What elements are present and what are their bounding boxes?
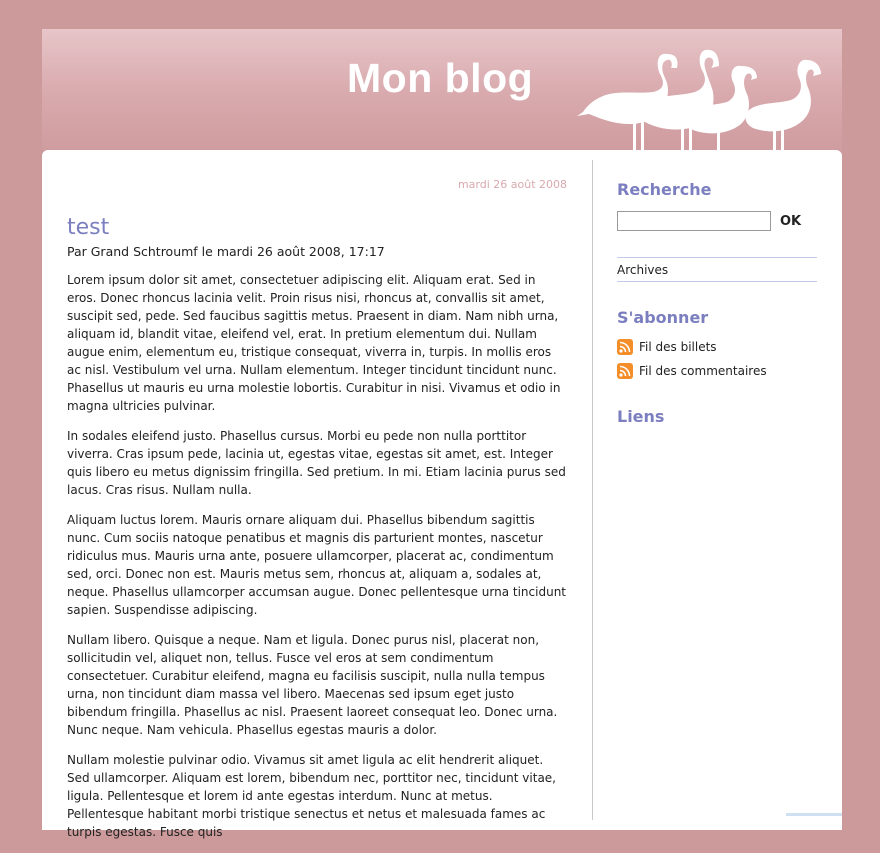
post-title[interactable]: test: [67, 215, 110, 240]
rss-feed-icon[interactable]: [617, 363, 633, 379]
post-paragraph: Lorem ipsum dolor sit amet, consectetuer adipiscing elit. Aliquam erat. Sed in eros. Donec rhoncus lacinia velit. Proin risus nisi, rhoncus at, convallis sit amet, suscipit sed, pede. Sed faucibus sagittis metus. Praesent in diam. Nam nibh urna, aliquam id, blandit vitae, eleifend vel, erat. In pretium elementum dui. Nullam augue enim, elementum eu, tristique consequat, viverra in, turpis. In mollis eros ac nisl. Vestibulum vel urna. Nullam elementum. Integer tincidunt tincidunt nunc. Phasellus ut mauris eu urna molestie lobortis. Curabitur in nisi. Vivamus et odio in magna ultricies pulvinar.: [67, 273, 561, 413]
feed-link-posts[interactable]: [617, 339, 817, 355]
post-paragraph: Nullam libero. Quisque a neque. Nam et ligula. Donec purus nisl, placerat non, sollicitudin vel, aliquet non, tellus. Fusce vel eros at sem condimentum consectetuer. Curabitur eleifend, magna eu facilisis suscipit, nulla nulla tempus urna, non tincidunt diam massa vel libero. Maecenas sed ipsum eget justo bibendum fringilla. Phasellus ac nisl. Praesent laoreet consequat leo. Donec urna. Nunc neque. Nam vehicula. Phasellus egestas mauris a dolor.: [67, 633, 558, 737]
post-meta: Par Grand Schtroumf le mardi 26 août 2008, 17:17: [67, 244, 385, 259]
page-container: [42, 150, 842, 839]
post-body: [67, 271, 567, 841]
blog-header: [42, 29, 842, 150]
post-paragraph: In sodales eleifend justo. Phasellus cursus. Morbi eu pede non nulla porttitor viverra. Cras ipsum pede, lacinia ut, egestas vitae, egestas sit amet, est. Integer quis libero eu metus dignissim fringilla. Sed pretium. In mi. Etiam lacinia purus sed lacus. Cras risus. Nullam nulla.: [67, 429, 566, 497]
rss-feed-icon[interactable]: [617, 339, 633, 355]
post-paragraph: Nullam molestie pulvinar odio. Vivamus sit amet ligula ac elit hendrerit aliquet. Sed ullamcorper. Aliquam est lorem, bibendum nec, porttitor nec, tincidunt vitae, ligula. Pellentesque et lorem id ante egestas interdum. Nunc at metus. Pellentesque habitant morbi tristique senectus et netus et malesuada fames ac turpis egestas. Fusce quis: [67, 753, 556, 839]
blog-title[interactable]: Mon blog: [347, 55, 534, 101]
archives-link[interactable]: Archives: [617, 257, 817, 282]
subscribe-heading: S'abonner: [617, 308, 709, 327]
feed-label[interactable]: Fil des commentaires: [639, 364, 767, 378]
feed-label[interactable]: Fil des billets: [639, 340, 717, 354]
post-paragraph: Aliquam luctus lorem. Mauris ornare aliquam dui. Phasellus bibendum sagittis nunc. Cum sociis natoque penatibus et magnis dis parturient montes, nascetur ridiculus mus. Mauris urna ante, posuere ullamcorper, placerat ac, condimentum sed, orci. Donec non est. Mauris metus sem, rhoncus at, aliquam a, sodales at, neque. Phasellus ullamcorper accumsan augue. Donec pellentesque urna tincidunt sapien. Suspendisse adipiscing.: [67, 513, 567, 617]
links-heading: Liens: [617, 407, 665, 426]
main-content: [67, 178, 567, 853]
date-header: mardi 26 août 2008: [457, 178, 567, 191]
feed-list: [617, 339, 817, 379]
feed-link-comments[interactable]: [617, 363, 817, 379]
flamingos-illustration: [537, 46, 827, 150]
sidebar: [617, 180, 817, 438]
search-ok-button[interactable]: OK: [780, 213, 802, 229]
search-input[interactable]: [617, 211, 771, 231]
column-divider: [592, 160, 593, 820]
search-form: [617, 211, 817, 231]
search-heading: Recherche: [617, 180, 712, 199]
